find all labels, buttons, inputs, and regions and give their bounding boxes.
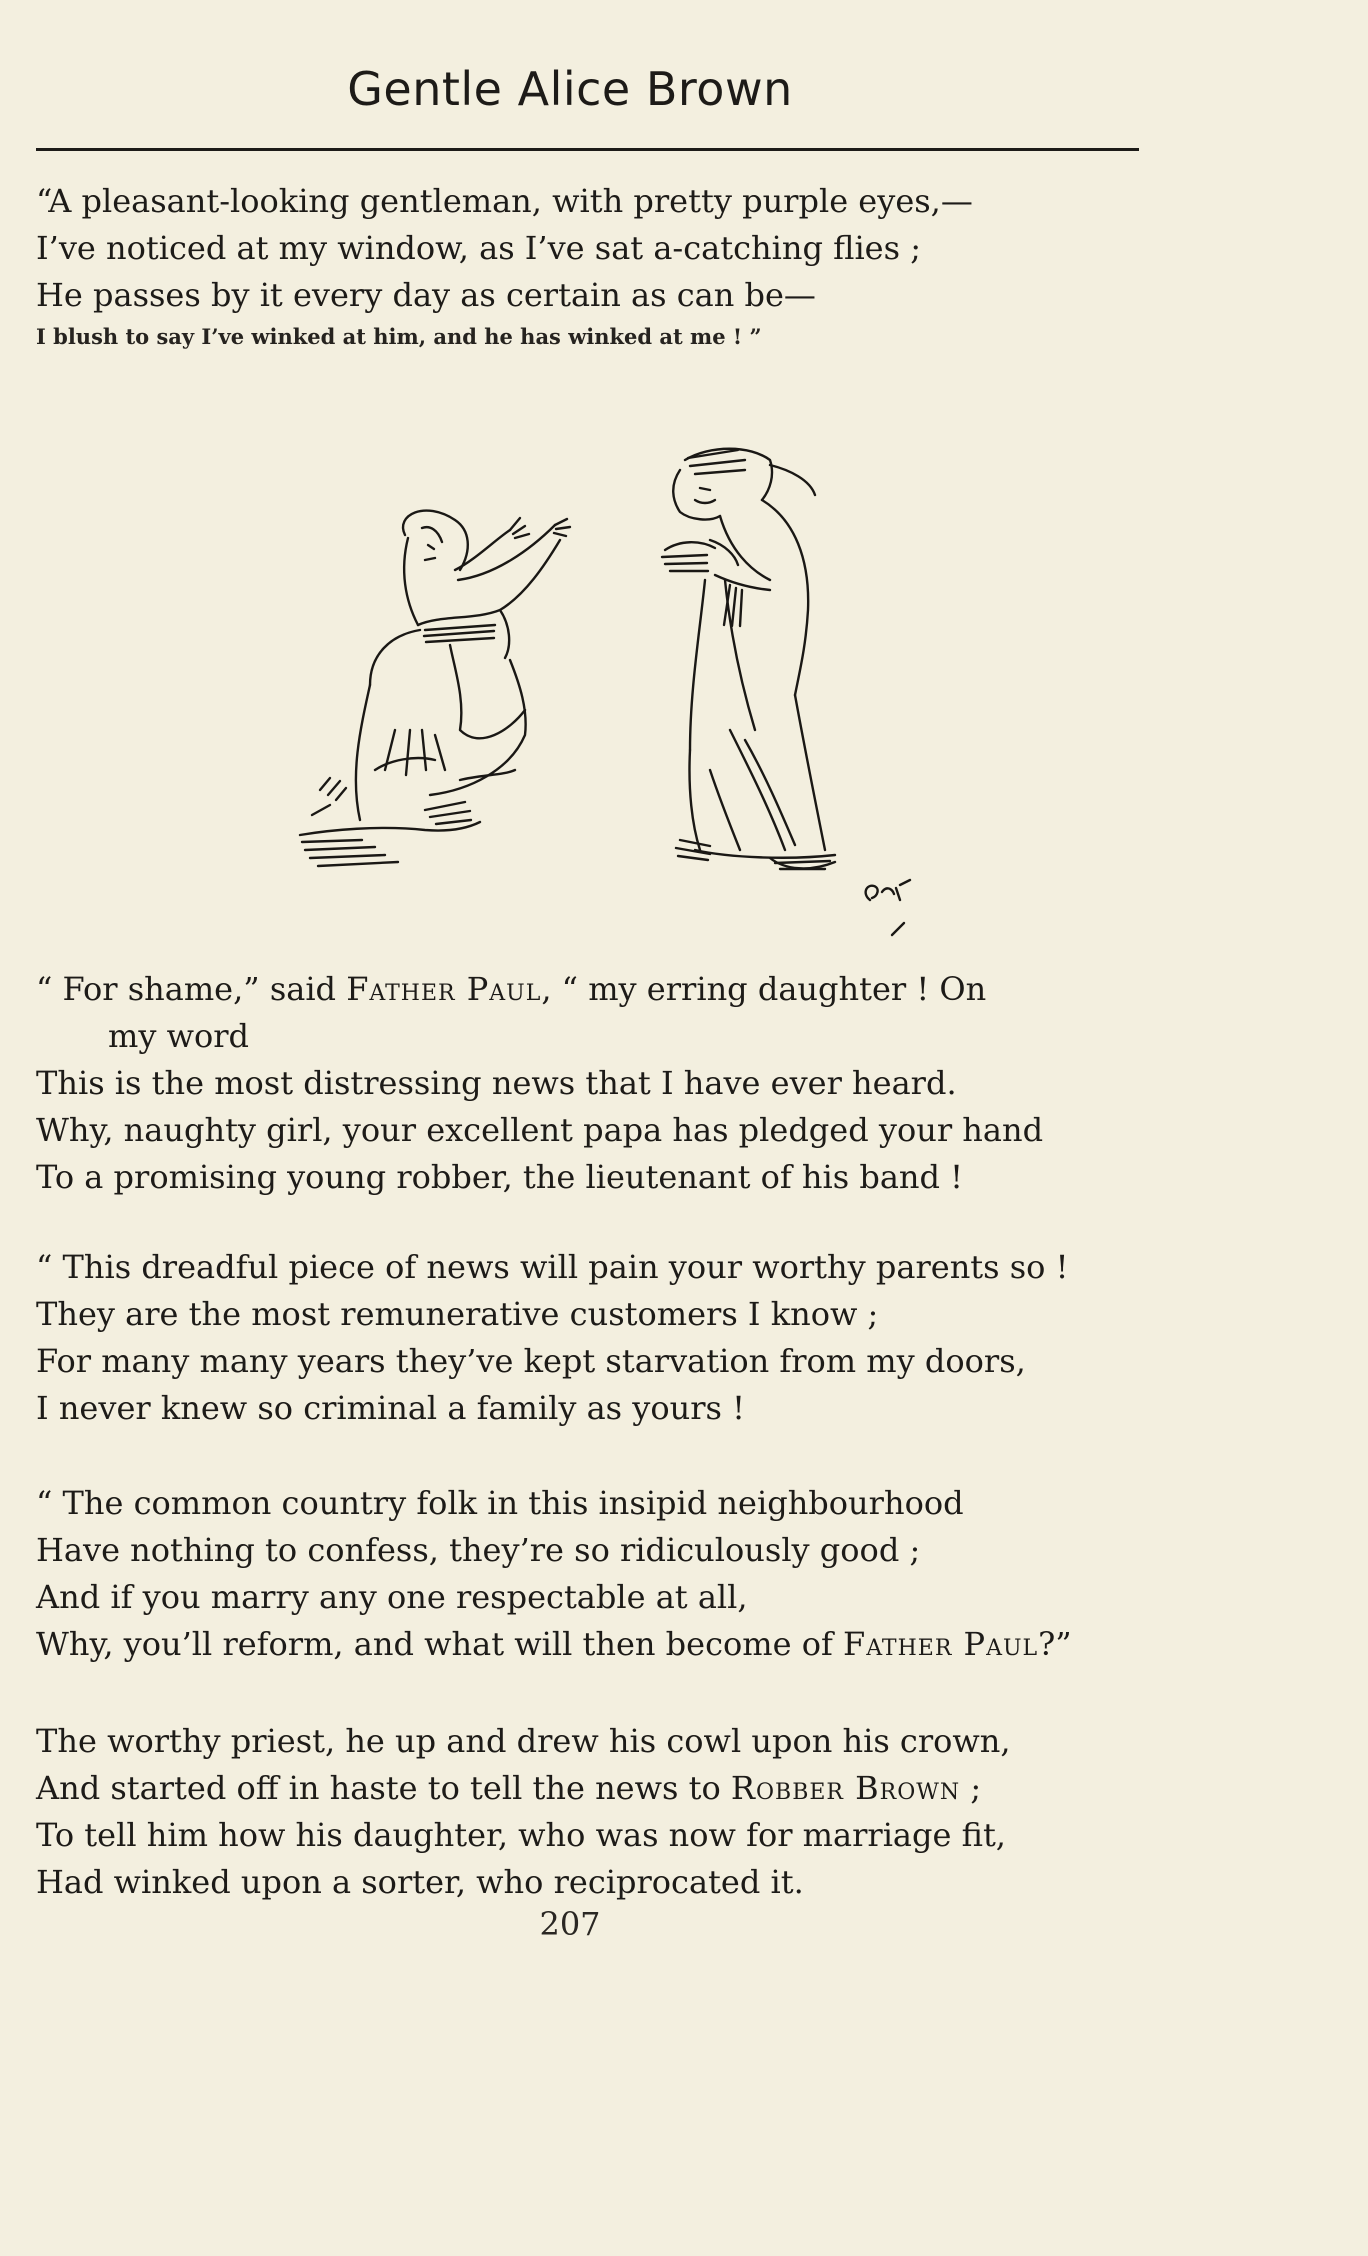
verse-text: And started off in haste to tell the news to [36,1769,731,1807]
verse-line: “ The common country folk in this insipid neighbourhood [36,1484,964,1522]
page-number: 207 [539,1905,601,1943]
header-rule [36,148,1139,151]
stanza-1 [36,178,1146,355]
verse-text: ; [960,1769,982,1807]
verse-text: , “ my erring daughter ! On [541,970,987,1008]
kneeling-woman-figure [300,511,570,866]
verse-line: I’ve noticed at my window, as I’ve sat a-catching flies ; [36,229,921,267]
verse-line: He passes by it every day as certain as can be— [36,276,816,314]
character-name: Father Paul [346,970,542,1008]
verse-text: “ For shame,” said [36,970,347,1008]
standing-friar-figure [662,449,910,935]
verse-line: To a promising young robber, the lieutenant of his band ! [36,1158,964,1196]
character-name: Father Paul [843,1625,1039,1663]
verse-line: Have nothing to confess, they’re so ridiculously good ; [36,1531,921,1569]
verse-line: Had winked upon a sorter, who reciprocated it. [36,1863,804,1901]
verse-line: Why, naughty girl, your excellent papa has pledged your hand [36,1111,1044,1149]
verse-line: “ This dreadful piece of news will pain your worthy parents so ! [36,1248,1069,1286]
verse-line: And if you marry any one respectable at all, [36,1578,748,1616]
stanza-4 [36,1480,1146,1668]
verse-line [36,1621,1146,1668]
stanza-5 [36,1718,1146,1906]
verse-line: “A pleasant-looking gentleman, with pretty purple eyes,— [36,182,973,220]
verse-line [36,1765,1146,1812]
verse-text: Why, you’ll reform, and what will then become of [36,1625,844,1663]
stanza-2 [36,966,1146,1201]
verse-line: I never knew so criminal a family as yours ! [36,1389,745,1427]
verse-text: ?” [1038,1625,1072,1663]
verse-line: For many many years they’ve kept starvation from my doors, [36,1342,1026,1380]
verse-line: To tell him how his daughter, who was now for marriage fit, [36,1816,1006,1854]
verse-line: They are the most remunerative customers I know ; [36,1295,879,1333]
verse-line-continued: my word [108,1017,250,1055]
verse-line: The worthy priest, he up and drew his cowl upon his crown, [36,1722,1011,1760]
character-name: Robber Brown [730,1769,961,1807]
illustration-woman-and-friar [210,430,950,950]
verse-line [36,966,1146,1013]
verse-line: This is the most distressing news that I have ever heard. [36,1064,957,1102]
stanza-3 [36,1244,1146,1432]
running-head: Gentle Alice Brown [347,62,793,116]
verse-line-small: I blush to say I’ve winked at him, and he has winked at me ! ” [36,324,762,349]
